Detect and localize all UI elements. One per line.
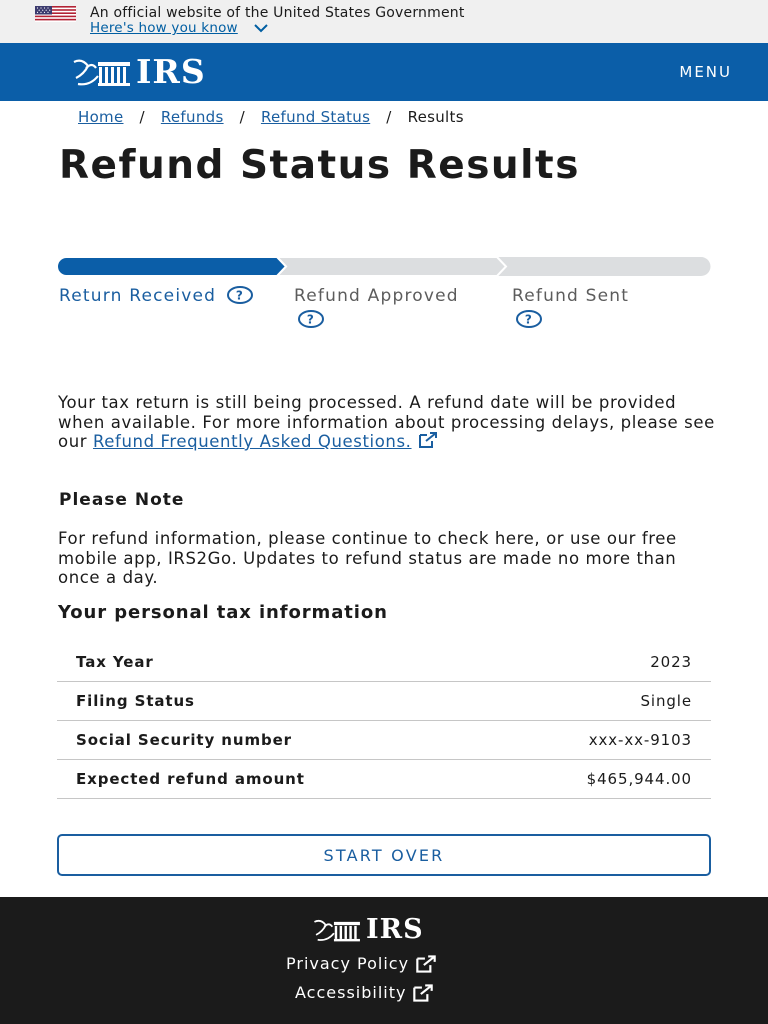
processing-message [58,393,718,452]
ssn-value: xxx-xx-9103 [493,721,712,760]
breadcrumb-separator: / [386,108,392,126]
breadcrumb-refunds[interactable]: Refunds [160,108,224,126]
irs-eagle-logo-icon [72,56,134,88]
step-refund-sent [512,284,712,332]
help-circle-icon[interactable] [298,310,324,328]
tax-year-value: 2023 [493,643,712,682]
step-refund-approved [294,284,494,332]
table-row [57,760,711,799]
breadcrumb-separator: / [139,108,145,126]
step-label: Refund Sent [512,286,630,306]
help-circle-icon[interactable] [227,286,253,304]
refund-amount-label: Expected refund amount [57,760,493,799]
tax-year-label: Tax Year [57,643,493,682]
svg-text:?: ? [306,312,316,327]
external-link-icon [410,984,436,1002]
refund-amount-value: $465,944.00 [493,760,712,799]
tax-info-heading: Your personal tax information [58,602,388,623]
external-link-icon [413,955,439,973]
table-row [57,682,711,721]
please-note-heading: Please Note [59,490,185,510]
breadcrumb-home[interactable]: Home [78,108,124,126]
breadcrumb-refund-status[interactable]: Refund Status [260,108,371,126]
ssn-label: Social Security number [57,721,493,760]
step-label: Return Received [59,286,217,306]
breadcrumb [78,108,464,126]
gov-banner-text: An official website of the United States Government [90,5,465,21]
filing-status-label: Filing Status [57,682,493,721]
irs-logo-link[interactable] [72,52,206,91]
breadcrumb-separator: / [239,108,245,126]
privacy-policy-link[interactable] [286,954,439,973]
external-link-icon [416,432,440,448]
chevron-down-icon [252,22,270,34]
refund-faq-link-label: Refund Frequently Asked Questions. [92,432,412,451]
table-row [57,643,711,682]
accessibility-label: Accessibility [295,983,407,1002]
footer-irs-logo-text: IRS [366,914,424,945]
gov-banner [0,0,768,43]
menu-button[interactable]: MENU [679,63,732,81]
irs-logo-text: IRS [136,52,206,91]
refund-progress-bar [57,257,711,276]
progress-segment-refund-sent [497,257,711,276]
step-return-received [59,284,279,308]
privacy-policy-label: Privacy Policy [286,954,410,973]
filing-status-value: Single [493,682,712,721]
site-header [0,43,768,101]
table-row [57,721,711,760]
heres-how-you-know-label: Here's how you know [90,20,238,36]
svg-text:?: ? [524,312,534,327]
accessibility-link[interactable] [295,983,436,1002]
please-note-text: For refund information, please continue to check here, or use our free mobile app, IRS2Go. Updates to refund status are made no more than once a day. [58,529,677,587]
breadcrumb-current: Results [407,108,464,126]
processing-message-text: Your tax return is still being processed. A refund date will be provided when available. For more information about processing delays, please see our [58,393,715,451]
step-label: Refund Approved [294,286,459,306]
footer-irs-logo-link[interactable] [312,914,424,945]
svg-text:?: ? [235,288,244,303]
tax-info-table [57,643,711,799]
progress-segment-return-received [57,257,286,276]
page-title: Refund Status Results [59,143,580,188]
heres-how-you-know-link[interactable] [90,20,270,36]
irs-eagle-logo-icon [312,917,364,943]
help-circle-icon[interactable] [516,310,542,328]
progress-segment-refund-approved [277,257,506,276]
us-flag-icon [35,6,76,22]
refund-faq-link[interactable] [93,432,412,451]
start-over-button[interactable]: START OVER [57,834,711,876]
